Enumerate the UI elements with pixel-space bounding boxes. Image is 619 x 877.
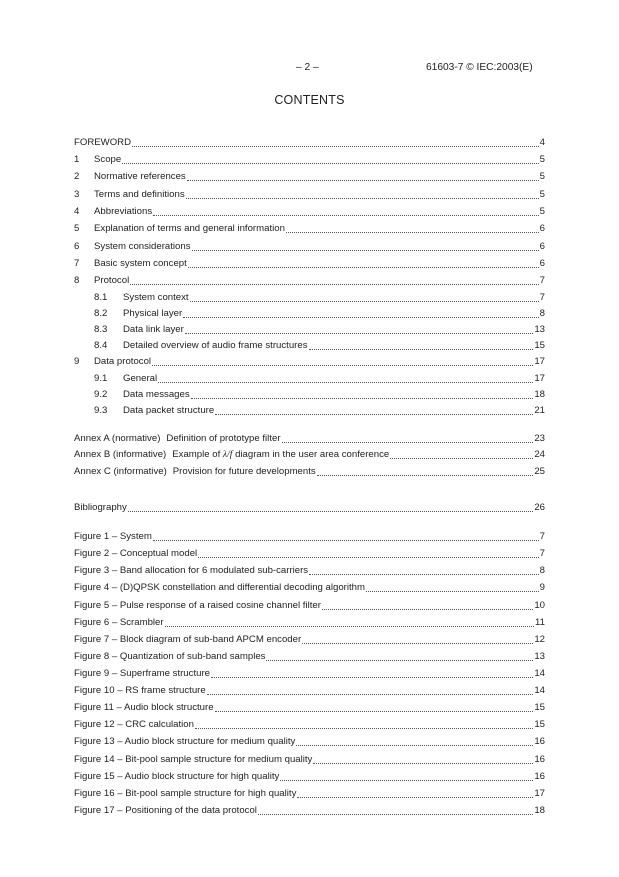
dot-leader: [187, 170, 539, 181]
dot-leader: [390, 448, 533, 459]
figure-title: Figure 1 – System: [74, 531, 152, 542]
dot-leader: [153, 530, 539, 541]
dot-leader: [286, 222, 539, 233]
dot-leader: [158, 372, 533, 383]
section-title: System context: [123, 292, 189, 303]
toc-subsection-entry[interactable]: [74, 323, 545, 337]
section-number: 4: [74, 206, 80, 217]
dot-leader: [297, 787, 533, 798]
section-title: Abbreviations: [94, 206, 153, 217]
page-ref: 7: [539, 548, 545, 559]
dot-leader: [296, 735, 533, 746]
page-ref: 8: [539, 308, 545, 319]
page-ref: 5: [539, 189, 545, 200]
page-ref: 15: [534, 719, 545, 730]
section-title: Data link layer: [123, 324, 184, 335]
dot-leader: [282, 432, 534, 443]
toc-subsection-entry[interactable]: [74, 291, 545, 305]
dot-leader: [309, 339, 534, 350]
page-ref: 14: [534, 668, 545, 679]
page-ref: 13: [534, 651, 545, 662]
page-ref: 18: [534, 805, 545, 816]
section-title: Explanation of terms and general information: [94, 223, 285, 234]
figure-title: Figure 9 – Superframe structure: [74, 668, 210, 679]
dot-leader: [211, 667, 533, 678]
annex-label: Annex B (informative): [74, 449, 167, 460]
toc-subsection-entry[interactable]: [74, 307, 545, 321]
dot-leader: [215, 404, 533, 415]
figure-title: Figure 16 – Bit-pool sample structure for high quality: [74, 788, 297, 799]
section-title: Terms and definitions: [94, 189, 185, 200]
section-title: Physical layer: [123, 308, 183, 319]
annex-title: [172, 448, 389, 462]
figure-title: Figure 4 – (D)QPSK constellation and differential decoding algorithm: [74, 582, 365, 593]
figure-title: Figure 10 – RS frame structure: [74, 685, 206, 696]
page-ref: 24: [534, 449, 545, 460]
page-ref: 13: [534, 324, 545, 335]
figure-title: Figure 15 – Audio block structure for high quality: [74, 771, 280, 782]
toc-subsection-entry[interactable]: [74, 372, 545, 386]
section-number: 2: [74, 171, 80, 182]
section-title: Data messages: [123, 389, 190, 400]
dot-leader: [280, 770, 533, 781]
dot-leader: [152, 355, 533, 366]
dot-leader: [207, 684, 534, 695]
dot-leader: [186, 188, 539, 199]
toc-figure-entry[interactable]: [74, 804, 545, 818]
toc-bibliography-entry[interactable]: [74, 501, 545, 515]
section-number: 1: [74, 154, 80, 165]
section-number: 3: [74, 189, 80, 200]
toc-subsection-entry[interactable]: [74, 404, 545, 418]
toc-section-entry[interactable]: [74, 355, 545, 369]
figure-title: Figure 3 – Band allocation for 6 modulated sub-carriers: [74, 565, 309, 576]
figure-title: Figure 5 – Pulse response of a raised cosine channel filter: [74, 600, 321, 611]
toc-figure-entry[interactable]: [74, 770, 545, 784]
toc-section-entry[interactable]: [74, 222, 545, 236]
section-title: Normative references: [94, 171, 186, 182]
toc-annex-entry[interactable]: [74, 465, 545, 479]
dot-leader: [192, 240, 539, 251]
dot-leader: [185, 323, 534, 334]
figure-title: Figure 14 – Bit-pool sample structure for medium quality: [74, 754, 313, 765]
page-ref: 7: [539, 292, 545, 303]
page-ref: 8: [539, 565, 545, 576]
dot-leader: [190, 291, 539, 302]
page-ref: 15: [534, 702, 545, 713]
toc-section-entry[interactable]: [74, 136, 545, 150]
figure-title: Figure 13 – Audio block structure for medium quality: [74, 736, 296, 747]
toc-figure-entry[interactable]: [74, 684, 545, 698]
section-number: 8.1: [94, 292, 108, 303]
page-ref: 15: [534, 340, 545, 351]
section-number: 8.4: [94, 340, 108, 351]
section-number: 8: [74, 275, 80, 286]
section-number: 6: [74, 241, 80, 252]
page-ref: 16: [534, 771, 545, 782]
annex-label: Annex C (informative): [74, 466, 167, 477]
toc-section-entry[interactable]: [74, 205, 545, 219]
contents-heading: CONTENTS: [274, 93, 345, 107]
page-ref: 17: [534, 356, 545, 367]
section-number: 8.3: [94, 324, 108, 335]
figure-title: Figure 2 – Conceptual model: [74, 548, 198, 559]
toc-subsection-entry[interactable]: [74, 339, 545, 353]
toc-figure-entry[interactable]: [74, 753, 545, 767]
page-ref: 18: [534, 389, 545, 400]
page-ref: 6: [539, 241, 545, 252]
dot-leader: [122, 153, 538, 164]
dot-leader: [128, 501, 534, 512]
page-ref: 25: [534, 466, 545, 477]
section-title: Scope: [94, 154, 122, 165]
page-ref: 7: [539, 531, 545, 542]
figure-title: Figure 11 – Audio block structure: [74, 702, 214, 713]
toc-subsection-entry[interactable]: [74, 388, 545, 402]
figure-title: Figure 12 – CRC calculation: [74, 719, 194, 730]
dot-leader: [198, 547, 538, 558]
figure-title: Figure 6 – Scrambler: [74, 617, 164, 628]
annex-title-part: diagram in the user area conference: [232, 449, 390, 460]
page-ref: 6: [539, 223, 545, 234]
section-title: Protocol: [94, 275, 130, 286]
dot-leader: [183, 307, 538, 318]
page-ref: 21: [534, 405, 545, 416]
page-ref: 16: [534, 754, 545, 765]
page-ref: 26: [534, 502, 545, 513]
toc-annex-entry[interactable]: [74, 432, 545, 446]
lambda-over-f-symbol: λ/f: [222, 449, 233, 460]
dot-leader: [322, 599, 533, 610]
figure-title: Figure 17 – Positioning of the data protocol: [74, 805, 257, 816]
page-ref: 17: [534, 373, 545, 384]
toc-figure-entry[interactable]: [74, 599, 545, 613]
section-title: Data protocol: [94, 356, 152, 367]
toc-figure-entry[interactable]: [74, 530, 545, 544]
dot-leader: [366, 581, 539, 592]
section-title: Detailed overview of audio frame structures: [123, 340, 308, 351]
figure-title: Figure 8 – Quantization of sub-band samples: [74, 651, 266, 662]
toc-figure-entry[interactable]: [74, 667, 545, 681]
page-ref: 5: [539, 206, 545, 217]
dot-leader: [215, 701, 534, 712]
page-ref: 11: [535, 617, 545, 628]
page-ref: 7: [539, 275, 545, 286]
page-ref: 6: [539, 258, 545, 269]
dot-leader: [309, 564, 539, 575]
page-ref: 5: [539, 171, 545, 182]
section-title: FOREWORD: [74, 137, 132, 148]
page-ref: 5: [539, 154, 545, 165]
page-ref: 12: [534, 634, 545, 645]
page-ref: 10: [534, 600, 545, 611]
bibliography-title: Bibliography: [74, 502, 127, 513]
dot-leader: [258, 804, 533, 815]
dot-leader: [313, 753, 533, 764]
toc-figure-entry[interactable]: [74, 564, 545, 578]
toc-figure-entry[interactable]: [74, 650, 545, 664]
section-title: General: [123, 373, 158, 384]
section-number: 7: [74, 258, 80, 269]
page-ref: 9: [539, 582, 545, 593]
dot-leader: [302, 633, 533, 644]
toc-annex-entry[interactable]: [74, 448, 545, 462]
section-number: 9: [74, 356, 80, 367]
toc-figure-entry[interactable]: [74, 701, 545, 715]
annex-title: Provision for future developments: [172, 466, 316, 477]
toc-figure-entry[interactable]: [74, 547, 545, 561]
section-title: Data packet structure: [123, 405, 215, 416]
toc-section-entry[interactable]: [74, 153, 545, 167]
page-ref: 4: [539, 137, 545, 148]
toc-section-entry[interactable]: [74, 257, 545, 271]
annex-title: Definition of prototype filter: [166, 433, 281, 444]
section-title: Basic system concept: [94, 258, 187, 269]
page-ref: 17: [534, 788, 545, 799]
toc-figure-entry[interactable]: [74, 633, 545, 647]
section-number: 9.1: [94, 373, 108, 384]
dot-leader: [165, 616, 534, 627]
toc-figure-entry[interactable]: [74, 735, 545, 749]
toc-section-entry[interactable]: [74, 188, 545, 202]
dot-leader: [191, 388, 534, 399]
section-number: 9.3: [94, 405, 108, 416]
document-reference: 61603-7 © IEC:2003(E): [426, 62, 533, 73]
dot-leader: [188, 257, 539, 268]
toc-figure-entry[interactable]: [74, 616, 545, 630]
dot-leader: [195, 718, 533, 729]
annex-label: Annex A (normative): [74, 433, 161, 444]
dot-leader: [132, 136, 539, 147]
dot-leader: [153, 205, 539, 216]
page-ref: 14: [534, 685, 545, 696]
section-title: System considerations: [94, 241, 191, 252]
toc-section-entry[interactable]: [74, 240, 545, 254]
dot-leader: [266, 650, 533, 661]
toc-figure-entry[interactable]: [74, 787, 545, 801]
section-number: 8.2: [94, 308, 108, 319]
toc-figure-entry[interactable]: [74, 718, 545, 732]
page-number: – 2 –: [296, 62, 319, 73]
page-ref: 16: [534, 736, 545, 747]
section-number: 9.2: [94, 389, 108, 400]
dot-leader: [130, 274, 538, 285]
page-header: [0, 62, 619, 76]
section-number: 5: [74, 223, 80, 234]
toc-section-entry[interactable]: [74, 274, 545, 288]
annex-title-part: Example of: [172, 449, 223, 460]
dot-leader: [317, 465, 534, 476]
page-ref: 23: [534, 433, 545, 444]
toc-figure-entry[interactable]: [74, 581, 545, 595]
toc-section-entry[interactable]: [74, 170, 545, 184]
figure-title: Figure 7 – Block diagram of sub-band APCM encoder: [74, 634, 302, 645]
